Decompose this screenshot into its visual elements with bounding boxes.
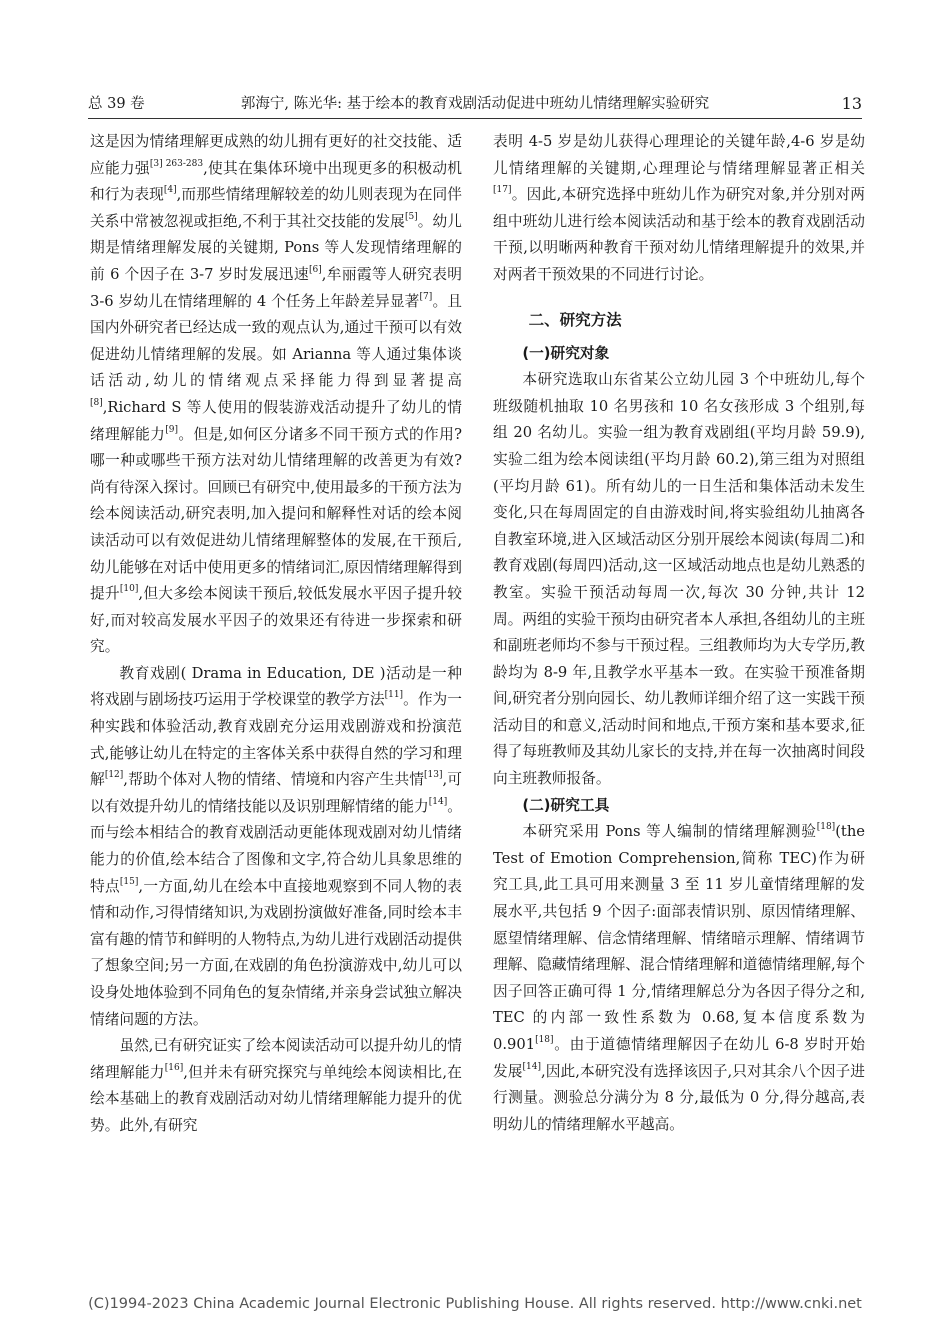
running-title: 郭海宁, 陈光华: 基于绘本的教育戏剧活动促进中班幼儿情绪理解实验研究 (240, 96, 710, 112)
right-column (493, 129, 865, 1138)
citation: [7] (419, 291, 433, 302)
left-column (90, 129, 462, 1140)
citation: [14] (522, 1061, 541, 1072)
citation: [9] (165, 424, 178, 435)
citation: [8] (90, 397, 103, 408)
paragraph: 教育戏剧( Drama in Education, DE )活动是一种将戏剧与剧场技巧运用于学校课堂的教学方法[11]。作为一种实践和体验活动,教育戏剧充分运用戏剧游戏和扮演范式,能够让幼儿在特定的主客体关系中获得自然的学习和理解[12],帮助个体对人物的情绪、情境和内容产生共情[13],可以有效提升幼儿的情绪技能以及识别理解情绪的能力[14]。而与绘本相结合的教育戏剧活动更能体现戏剧对幼儿情绪能力的价值,绘本结合了图像和文字,符合幼儿具象思维的特点[15],一方面,幼儿在绘本中直接地观察到不同人物的表情和动作,习得情绪知识,为戏剧扮演做好准备,同时绘本丰富有趣的情节和鲜明的人物特点,为幼儿进行戏剧活动提供了想象空间;另一方面,在戏剧的角色扮演游戏中,幼儿可以设身处地体验到不同角色的复杂情绪,并亲身尝试独立解决情绪问题的方法。 (90, 664, 462, 1028)
running-header (88, 93, 862, 115)
volume-label: 总 39 卷 (88, 96, 145, 112)
citation: [11] (384, 690, 404, 701)
citation: [17] (493, 185, 512, 196)
citation: [18] (816, 822, 836, 833)
citation: [6] (308, 264, 322, 275)
paragraph: 本研究选取山东省某公立幼儿园 3 个中班幼儿,每个班级随机抽取 10 名男孩和 10 名女孩形成 3 个组别,每组 20 名幼儿。实验一组为教育戏剧组(平均月龄 59.9),实验二组为绘本阅读组(平均月龄 60.2),第三组为对照组(平均月龄 61)。所有幼儿的一日生活和集体活动未发生变化,只在每周固定的自由游戏时间,将实验组幼儿抽离各自教室环境,进入区域活动区分别开展绘本阅读(每周二)和教育戏剧(每周四)活动,这一区域活动地点也是幼儿熟悉的教室。实验干预活动每周一次,每次 30 分钟,共计 12 周。两组的实验干预均由研究者本人承担,各组幼儿的主班和副班老师均不参与干预过程。三组教师均为大专学历,教龄均为 8-9 年,且教学水平基本一致。在实验干预准备期间,研究者分别向园长、幼儿教师详细介绍了这一实践干预活动目的和意义,活动时间和地点,干预方案和基本要求,征得了每班教师及其幼儿家长的支持,并在每一次抽离时间段向主班教师报备。 (493, 371, 865, 788)
citation: [3] 263-283 (149, 158, 204, 169)
citation: [4] (163, 185, 177, 196)
citation: [13] (424, 770, 443, 781)
citation: [5] (404, 211, 418, 222)
subsection-heading: (二)研究工具 (522, 796, 610, 814)
page-number: 13 (841, 94, 862, 113)
header-rule (88, 118, 862, 119)
paragraph: 本研究采用 Pons 等人编制的情绪理解测验[18](the Test of Emotion Comprehension,简称 TEC)作为研究工具,此工具可用来测量 3 至 11 岁儿童情绪理解的发展水平,共包括 9 个因子:面部表情识别、原因情绪理解、愿望情绪理解、信念情绪理解、情绪暗示理解、情绪调节理解、隐藏情绪理解、混合情绪理解和道德情绪理解,每个因子回答正确可得 1 分,情绪理解总分为各因子得分之和, TEC 的内部一致性系数为 0.68,复本信度系数为 0.901[18]。由于道德情绪理解因子在幼儿 6-8 岁时开始发展[14],因此,本研究没有选择该因子,只对其余八个因子进行测量。测验总分满分为 8 分,最低为 0 分,得分越高,表明幼儿的情绪理解水平越高。 (493, 822, 865, 1133)
subsection-heading: (一)研究对象 (522, 344, 610, 362)
copyright-footer: (C)1994-2023 China Academic Journal Electronic Publishing House. All rights reserved. http://www.cnki.net (88, 1296, 862, 1312)
citation: [16] (164, 1062, 184, 1073)
citation: [18] (535, 1035, 554, 1045)
citation: [15] (119, 876, 139, 887)
citation: [12] (104, 770, 124, 781)
section-heading: 二、研究方法 (528, 310, 622, 329)
paragraph: 这是因为情绪理解更成熟的幼儿拥有更好的社交技能、适应能力强$^{[3] 263-283}$,使其在集体环境中出现更多的积极动机和行为表现[4],而那些情绪理解较差的幼儿则表现为在同伴关系中常被忽视或拒绝,不利于其社交技能的发展[5]。幼儿期是情绪理解发展的关键期, Pons 等人发现情绪理解的前 6 个因子在 3-7 岁时发展迅速[6],牟丽霞等人研究表明 3-6 岁幼儿在情绪理解的 4 个任务上年龄差异显著[7]。且国内外研究者已经达成一致的观点认为,通过干预可以有效促进幼儿情绪理解的发展。如 Arianna 等人通过集体谈话活动,幼儿的情绪观点采择能力得到显著提高[8],Richard S 等人使用的假装游戏活动提升了幼儿的情绪理解能力[9]。但是,如何区分诸多不同干预方式的作用? 哪一种或哪些干预方法对幼儿情绪理解的改善更为有效? 尚有待深入探讨。回顾已有研究中,使用最多的干预方法为绘本阅读活动,研究表明,加入提问和解释性对话的绘本阅读活动可以有效促进幼儿情绪理解整体的发展,在干预后,幼儿能够在对话中使用更多的情绪词汇,原因情绪理解得到提升[10],但大多绘本阅读干预后,较低发展水平因子提升较好,而对较高发展水平因子的效果还有待进一步探索和研究。 (90, 133, 462, 656)
paragraph: 表明 4-5 岁是幼儿获得心理理论的关键年龄,4-6 岁是幼儿情绪理解的关键期,心理理论与情绪理解显著正相关[17]。因此,本研究选择中班幼儿作为研究对象,并分别对两组中班幼儿进行绘本阅读活动和基于绘本的教育戏剧活动干预,以明晰两种教育干预对幼儿情绪理解提升的效果,并对两者干预效果的不同进行讨论。 (493, 133, 865, 283)
citation: [10] (119, 584, 139, 595)
citation: [14] (428, 796, 448, 807)
paragraph: 虽然,已有研究证实了绘本阅读活动可以提升幼儿的情绪理解能力[16],但并未有研究探究与单纯绘本阅读相比,在绘本基础上的教育戏剧活动对幼儿情绪理解能力提升的优势。此外,有研究 (90, 1037, 462, 1134)
